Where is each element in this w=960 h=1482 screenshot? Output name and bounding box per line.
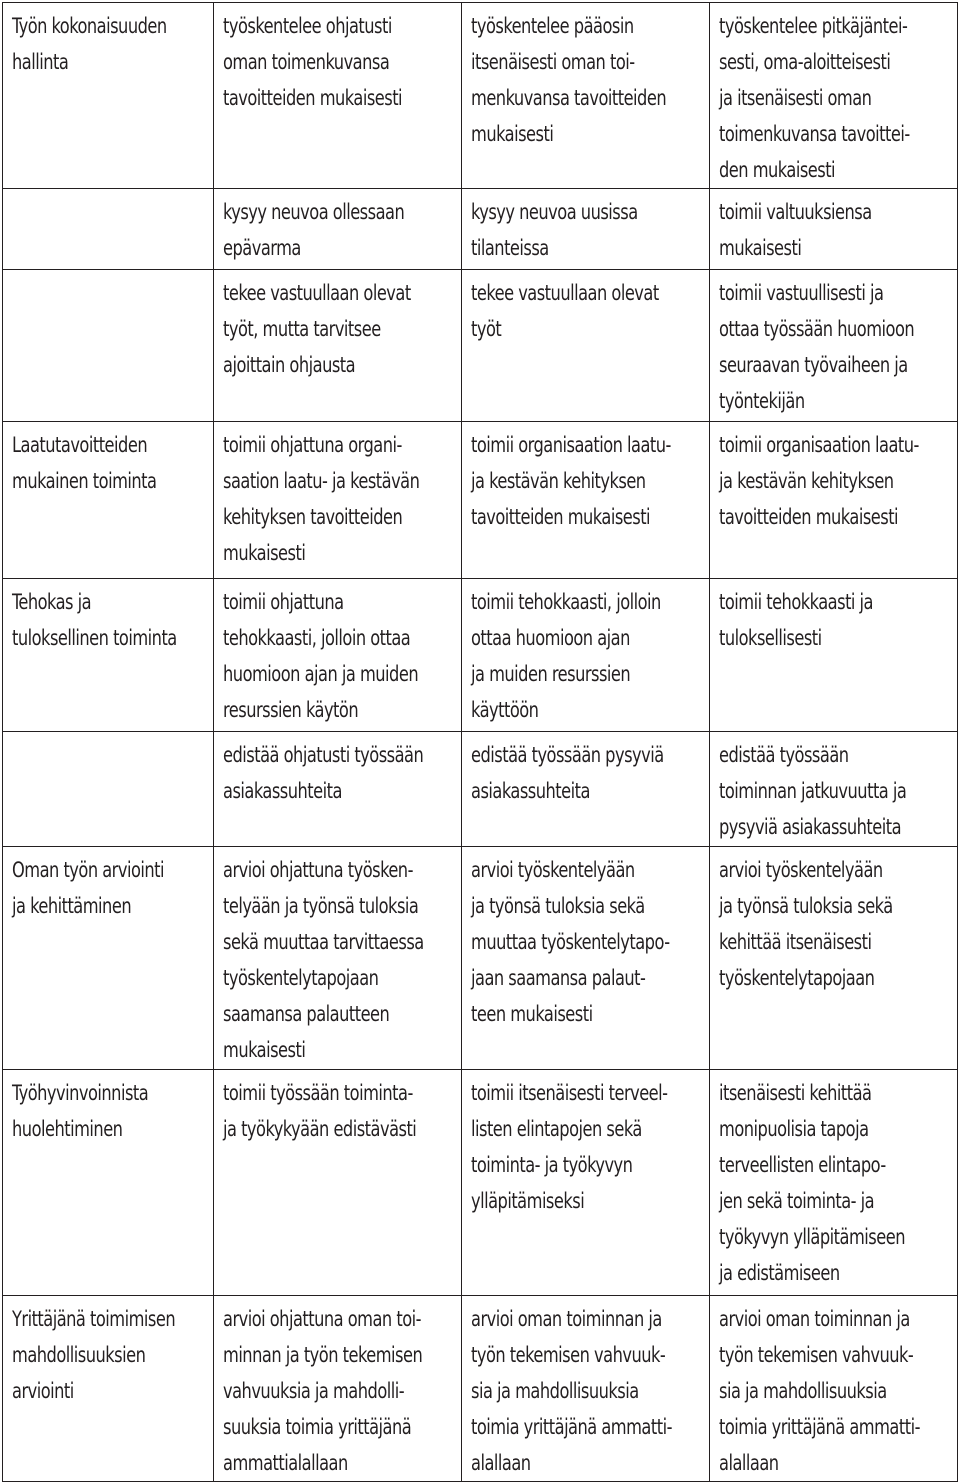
criterion-text: kysyy neuvoa uusissa tilanteissa	[471, 200, 638, 260]
criterion-cell-level-2	[462, 1070, 710, 1296]
criterion-cell-level-1	[214, 579, 462, 732]
area-cell	[3, 732, 214, 847]
criterion-text: itsenäisesti kehittää monipuolisia tapoja terveellisten elintapo- jen sekä toiminta- ja työkyvyn ylläpitämiseen ja edistämiseen	[719, 1081, 905, 1285]
criterion-text: arvioi oman toiminnan ja työn tekemisen vahvuuk- sia ja mahdollisuuksia toimia yrittäjänä ammatti- alallaan	[471, 1307, 672, 1475]
criterion-text: kysyy neuvoa ollessaan epävarma	[223, 200, 405, 260]
criterion-text: toimii tehokkaasti ja tuloksellisesti	[719, 590, 874, 650]
table-row	[3, 189, 958, 270]
criterion-text: arvioi oman toiminnan ja työn tekemisen vahvuuk- sia ja mahdollisuuksia toimia yrittäjänä ammatti- alallaan	[719, 1307, 920, 1475]
criterion-cell-level-1	[214, 422, 462, 579]
criterion-text: tekee vastuullaan olevat työt	[471, 281, 659, 341]
criterion-cell-level-3	[710, 422, 958, 579]
area-cell	[3, 579, 214, 732]
criterion-text: työskentelee ohjatusti oman toimenkuvansa tavoitteiden mukaisesti	[223, 14, 403, 110]
area-cell	[3, 3, 214, 189]
criterion-cell-level-2	[462, 3, 710, 189]
criterion-cell-level-3	[710, 847, 958, 1070]
area-cell	[3, 270, 214, 422]
criterion-cell-level-3	[710, 1070, 958, 1296]
area-cell	[3, 1296, 214, 1482]
criterion-cell-level-1	[214, 732, 462, 847]
area-label: Tehokas ja tuloksellinen toiminta	[12, 590, 177, 650]
criterion-cell-level-1	[214, 270, 462, 422]
criterion-cell-level-2	[462, 732, 710, 847]
criterion-cell-level-3	[710, 3, 958, 189]
criterion-cell-level-1	[214, 847, 462, 1070]
criterion-text: toimii valtuuksiensa mukaisesti	[719, 200, 872, 260]
area-cell	[3, 422, 214, 579]
area-cell	[3, 847, 214, 1070]
criterion-text: edistää työssään toiminnan jatkuvuutta ja pysyviä asiakassuhteita	[719, 743, 907, 839]
criteria-table	[2, 2, 958, 1482]
criterion-text: edistää työssään pysyviä asiakassuhteita	[471, 743, 664, 803]
table-row	[3, 1070, 958, 1296]
criterion-text: arvioi ohjattuna työsken- telyään ja työnsä tuloksia sekä muuttaa tarvittaessa työskentelytapojaan saamansa palautteen mukaisesti	[223, 858, 424, 1062]
criterion-text: toimii organisaation laatu- ja kestävän kehityksen tavoitteiden mukaisesti	[471, 433, 671, 529]
criterion-text: edistää ohjatusti työssään asiakassuhteita	[223, 743, 424, 803]
criterion-text: toimii ohjattuna tehokkaasti, jolloin ottaa huomioon ajan ja muiden resurssien käytön	[223, 590, 419, 722]
area-label: Yrittäjänä toimimisen mahdollisuuksien arviointi	[12, 1307, 176, 1403]
criterion-text: arvioi ohjattuna oman toi- minnan ja työn tekemisen vahvuuksia ja mahdolli- suuksia toimia yrittäjänä ammattialallaan	[223, 1307, 423, 1475]
table-row	[3, 1296, 958, 1482]
area-cell	[3, 189, 214, 270]
criterion-cell-level-1	[214, 189, 462, 270]
criterion-text: toimii työssään toiminta- ja työkykyään edistävästi	[223, 1081, 417, 1141]
criterion-text: toimii vastuullisesti ja ottaa työssään huomioon seuraavan työvaiheen ja työntekijän	[719, 281, 915, 413]
criterion-cell-level-1	[214, 1296, 462, 1482]
table-row	[3, 847, 958, 1070]
criterion-cell-level-1	[214, 1070, 462, 1296]
area-label: Laatutavoitteiden mukainen toiminta	[12, 433, 157, 493]
criterion-cell-level-2	[462, 579, 710, 732]
criterion-cell-level-1	[214, 3, 462, 189]
criterion-cell-level-2	[462, 270, 710, 422]
criterion-text: arvioi työskentelyään ja työnsä tuloksia sekä kehittää itsenäisesti työskentelytapojaan	[719, 858, 893, 990]
criterion-text: tekee vastuullaan olevat työt, mutta tarvitsee ajoittain ohjausta	[223, 281, 411, 377]
table-row	[3, 732, 958, 847]
criterion-cell-level-3	[710, 1296, 958, 1482]
criterion-cell-level-2	[462, 847, 710, 1070]
criterion-cell-level-2	[462, 422, 710, 579]
criterion-cell-level-3	[710, 270, 958, 422]
area-label: Työn kokonaisuuden hallinta	[12, 14, 167, 74]
criterion-text: toimii ohjattuna organi- saation laatu- ja kestävän kehityksen tavoitteiden mukaisesti	[223, 433, 420, 565]
area-label: Työhyvinvoinnista huolehtiminen	[12, 1081, 149, 1141]
criterion-text: työskentelee pitkäjäntei- sesti, oma-aloitteisesti ja itsenäisesti oman toimenkuvansa tavoittei- den mukaisesti	[719, 14, 910, 182]
area-cell	[3, 1070, 214, 1296]
area-label: Oman työn arviointi ja kehittäminen	[12, 858, 165, 918]
criterion-cell-level-2	[462, 1296, 710, 1482]
criterion-text: toimii organisaation laatu- ja kestävän kehityksen tavoitteiden mukaisesti	[719, 433, 919, 529]
criterion-cell-level-3	[710, 579, 958, 732]
criterion-text: toimii tehokkaasti, jolloin ottaa huomioon ajan ja muiden resurssien käyttöön	[471, 590, 661, 722]
table-row	[3, 422, 958, 579]
criterion-text: toimii itsenäisesti terveel- listen elintapojen sekä toiminta- ja työkyvyn ylläpitämiseksi	[471, 1081, 668, 1213]
table-row	[3, 3, 958, 189]
table-row	[3, 579, 958, 732]
criterion-cell-level-3	[710, 732, 958, 847]
criterion-text: työskentelee pääosin itsenäisesti oman toi- menkuvansa tavoitteiden mukaisesti	[471, 14, 667, 146]
criterion-cell-level-2	[462, 189, 710, 270]
criterion-cell-level-3	[710, 189, 958, 270]
table-row	[3, 270, 958, 422]
criterion-text: arvioi työskentelyään ja työnsä tuloksia sekä muuttaa työskentelytapo- jaan saamansa palaut- teen mukaisesti	[471, 858, 670, 1026]
